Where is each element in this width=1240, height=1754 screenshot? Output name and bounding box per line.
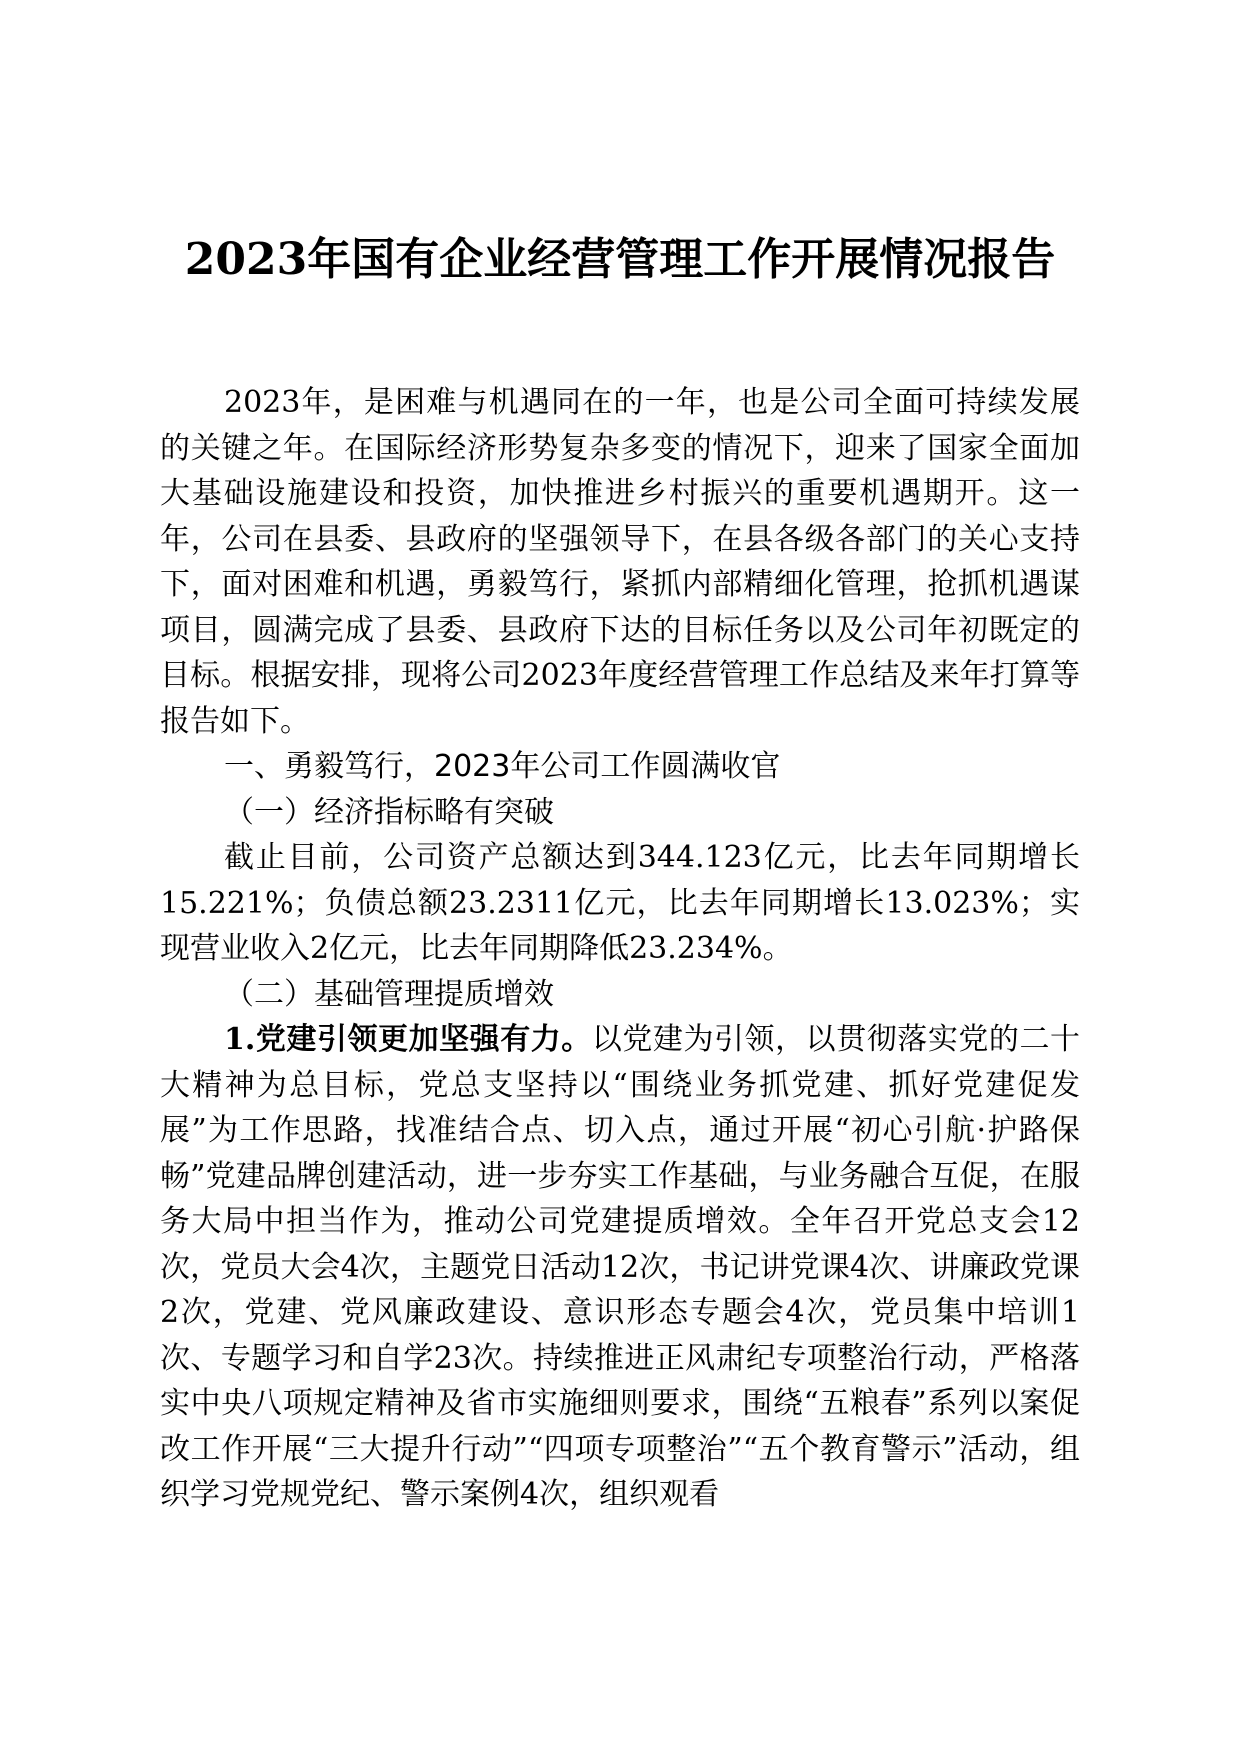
document-body bbox=[160, 380, 1080, 1518]
section-heading-1: 一、勇毅笃行，2023年公司工作圆满收官 bbox=[224, 749, 781, 784]
party-building-text: 以党建为引领，以贯彻落实党的二十大精神为总目标，党总支坚持以“围绕业务抓党建、抓好党建促发展”为工作思路，找准结合点、切入点，通过开展“初心引航·护路保畅”党建品牌创建活动，进一步夯实工作基础，与业务融合互促，在服务大局中担当作为，推动公司党建提质增效。全年召开党总支会12次，党员大会4次，主题党日活动12次，书记讲党课4次、讲廉政党课2次，党建、党风廉政建设、意识形态专题会4次，党员集中培训1次、专题学习和自学23次。持续推进正风肃纪专项整治行动，严格落实中央八项规定精神及省市实施细则要求，围绕“五粮春”系列以案促改工作开展“三大提升行动”“四项专项整治”“五个教育警示”活动，组织学习党规党纪、警示案例4次，组织观看 bbox=[160, 1022, 1080, 1512]
intro-paragraph: 2023年，是困难与机遇同在的一年，也是公司全面可持续发展的关键之年。在国际经济形势复杂多变的情况下，迎来了国家全面加大基础设施建设和投资，加快推进乡村振兴的重要机遇期开。这一年，公司在县委、县政府的坚强领导下，在县各级各部门的关心支持下，面对困难和机遇，勇毅笃行，紧抓内部精细化管理，抢抓机遇谋项目，圆满完成了县委、县政府下达的目标任务以及公司年初既定的目标。根据安排，现将公司2023年度经营管理工作总结及来年打算等报告如下。 bbox=[160, 385, 1080, 739]
document-title: 2023年国有企业经营管理工作开展情况报告 bbox=[184, 234, 1056, 285]
party-building-lead: 1.党建引领更加坚强有力。 bbox=[224, 1022, 592, 1057]
economic-indicators-paragraph: 截止目前，公司资产总额达到344.123亿元，比去年同期增长15.221%；负债总额23.2311亿元，比去年同期增长13.023%；实现营业收入2亿元，比去年同期降低23.234%。 bbox=[160, 840, 1080, 966]
subsection-heading-1: （一）经济指标略有突破 bbox=[224, 794, 554, 830]
party-building-paragraph bbox=[160, 1017, 1080, 1518]
subsection-heading-2: （二）基础管理提质增效 bbox=[224, 976, 554, 1012]
